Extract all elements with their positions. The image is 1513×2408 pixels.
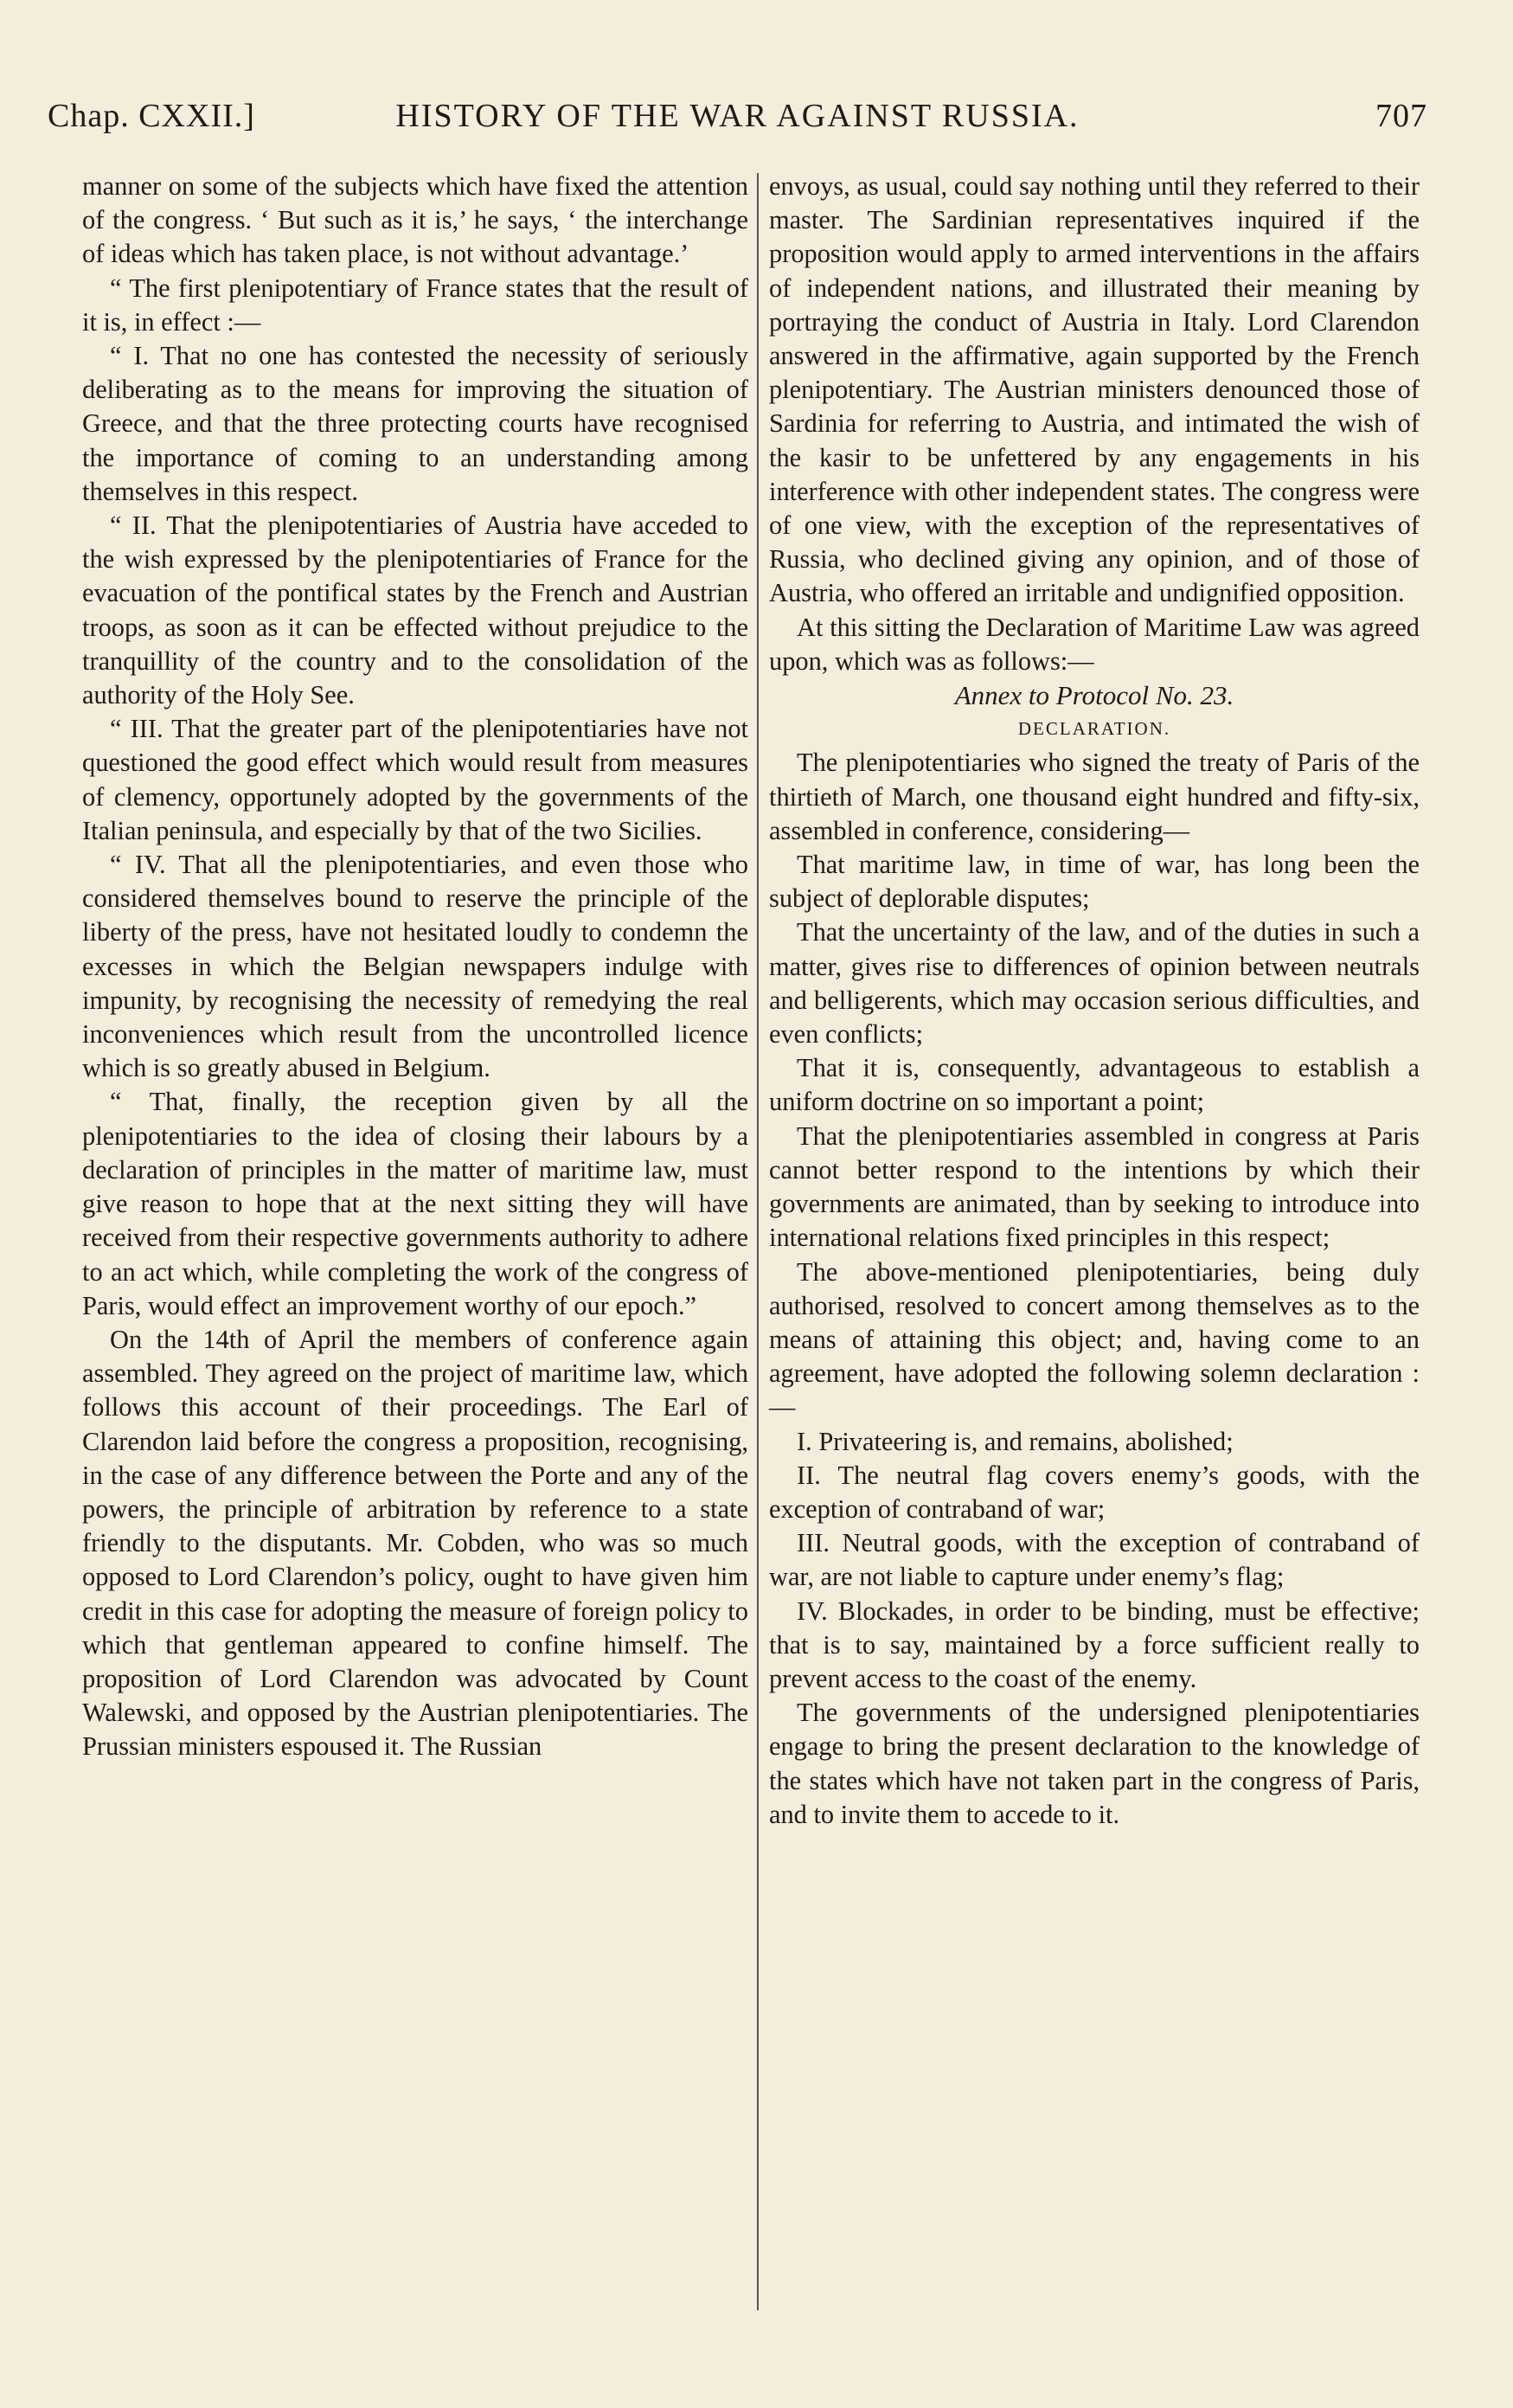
declaration-article: IV. Blockades, in order to be binding, must be effective; that is to say, maintained by a force sufficient really to prevent access to the coast of the enemy. [769,1596,1420,1693]
paragraph: On the 14th of April the members of conference again assembled. They agreed on the project of maritime law, which follows this account of their proceedings. The Earl of Clarendon laid before the congress a proposition, recognising, in the case of any difference between the Porte and any of the powers, the principle of arbitration by reference to a state friendly to the disputants. Mr. Cobden, who was so much opposed to Lord Clarendon’s policy, ought to have given him credit in this case for adopting the measure of foreign policy to which that gentleman appeared to confine himself. The proposition of Lord Clarendon was advocated by Count Walewski, and opposed by the Austrian plenipotentiaries. The Prussian ministers espoused it. The Russian [82,1324,748,1762]
declaration-paragraph: That it is, consequently, advantageous to establish a uniform doctrine on so important a point; [769,1053,1420,1117]
chapter-label: Chap. CXXII.] [48,98,255,134]
running-title: HISTORY OF THE WAR AGAINST RUSSIA. [395,98,1080,134]
declaration-heading: DECLARATION. [1017,718,1171,740]
running-header [48,88,1427,137]
paragraph: “ IV. That all the plenipotentiaries, and even those who considered themselves bound to reserve the principle of the liberty of the press, have not hesitated loudly to condemn the excesses in which the Belgian newspapers indulge with impunity, by recognising the necessity of remedying the real inconveniences which result from the uncontrolled licence which is so greatly abused in Belgium. [82,850,748,1083]
declaration-paragraph: That maritime law, in time of war, has long been the subject of deplorable disputes; [769,850,1420,914]
declaration-paragraph: That the plenipotentiaries assembled in congress at Paris cannot better respond to the intentions by which their governments are animated, than by seeking to introduce into international relations fixed principles in this respect; [769,1121,1420,1253]
declaration-paragraph: The above-mentioned plenipotentiaries, being duly authorised, resolved to concert among themselves as to the means of attaining this object; and, having come to an agreement, have adopted the following solemn declaration :— [769,1256,1420,1422]
declaration-article: II. The neutral flag covers enemy’s goods, with the exception of contraband of war; [769,1460,1420,1524]
paragraph: envoys, as usual, could say nothing until they referred to their master. The Sardinian representatives inquired if the proposition would apply to armed interventions in the affairs of independent nations, and illustrated their meaning by portraying the conduct of Austria in Italy. Lord Clarendon answered in the affirmative, again supported by the French plenipotentiary. The Austrian ministers denounced those of Sardinia for referring to Austria, and intimated the wish of the kasir to be unfettered by any engagements in his interference with other independent states. The congress were of one view, with the exception of the representatives of Russia, who declined giving any opinion, and of those of Austria, who offered an irritable and undignified opposition. [769,171,1420,608]
page-number: 707 [1375,98,1427,134]
paragraph: At this sitting the Declaration of Maritime Law was agreed upon, which was as follows:— [769,612,1420,676]
declaration-article: III. Neutral goods, with the exception of contraband of war, are not liable to capture under enemy’s flag; [769,1528,1420,1592]
column-divider [757,173,759,2310]
paragraph: “ I. That no one has contested the necessity of seriously deliberating as to the means for improving the situation of Greece, and that the three protecting courts have recognised the importance of coming to an understanding among themselves in this respect. [82,341,748,506]
left-column [82,170,748,1764]
paragraph: “ II. That the plenipotentiaries of Austria have acceded to the wish expressed by the plenipotentiaries of France for the evacuation of the pontifical states by the French and Austrian troops, as soon as it can be effected without prejudice to the tranquillity of the country and to the consolidation of the authority of the Holy See. [82,510,748,710]
paragraph: manner on some of the subjects which have fixed the attention of the congress. ‘ But such as it is,’ he says, ‘ the interchange of ideas which has taken place, is not without advantage.’ [82,171,748,269]
declaration-paragraph: The governments of the undersigned plenipotentiaries engage to bring the present declaration to the knowledge of the states which have not taken part in the congress of Paris, and to invite them to accede to it. [769,1698,1420,1829]
declaration-article: I. Privateering is, and remains, abolished; [797,1426,1234,1456]
annex-heading: Annex to Protocol No. 23. [954,680,1234,711]
declaration-paragraph: That the uncertainty of the law, and of the duties in such a matter, gives rise to differences of opinion between neutrals and belligerents, which may occasion serious difficulties, and even conflicts; [769,917,1420,1050]
declaration-paragraph: The plenipotentiaries who signed the treaty of Paris of the thirtieth of March, one thousand eight hundred and fifty-six, assembled in conference, considering— [769,748,1420,845]
paragraph: “ III. That the greater part of the plenipotentiaries have not questioned the good effect which would result from measures of clemency, opportunely adopted by the governments of the Italian peninsula, and especially by that of the two Sicilies. [82,714,748,845]
right-column [769,170,1420,1832]
paragraph: “ The first plenipotentiary of France states that the result of it is, in effect :— [82,273,748,337]
paragraph: “ That, finally, the reception given by all the plenipotentiaries to the idea of closing their labours by a declaration of principles in the matter of maritime law, must give reason to hope that at the next sitting they will have received from their respective governments authority to adhere to an act which, while completing the work of the congress of Paris, would effect an improvement worthy of our epoch.” [82,1087,748,1320]
